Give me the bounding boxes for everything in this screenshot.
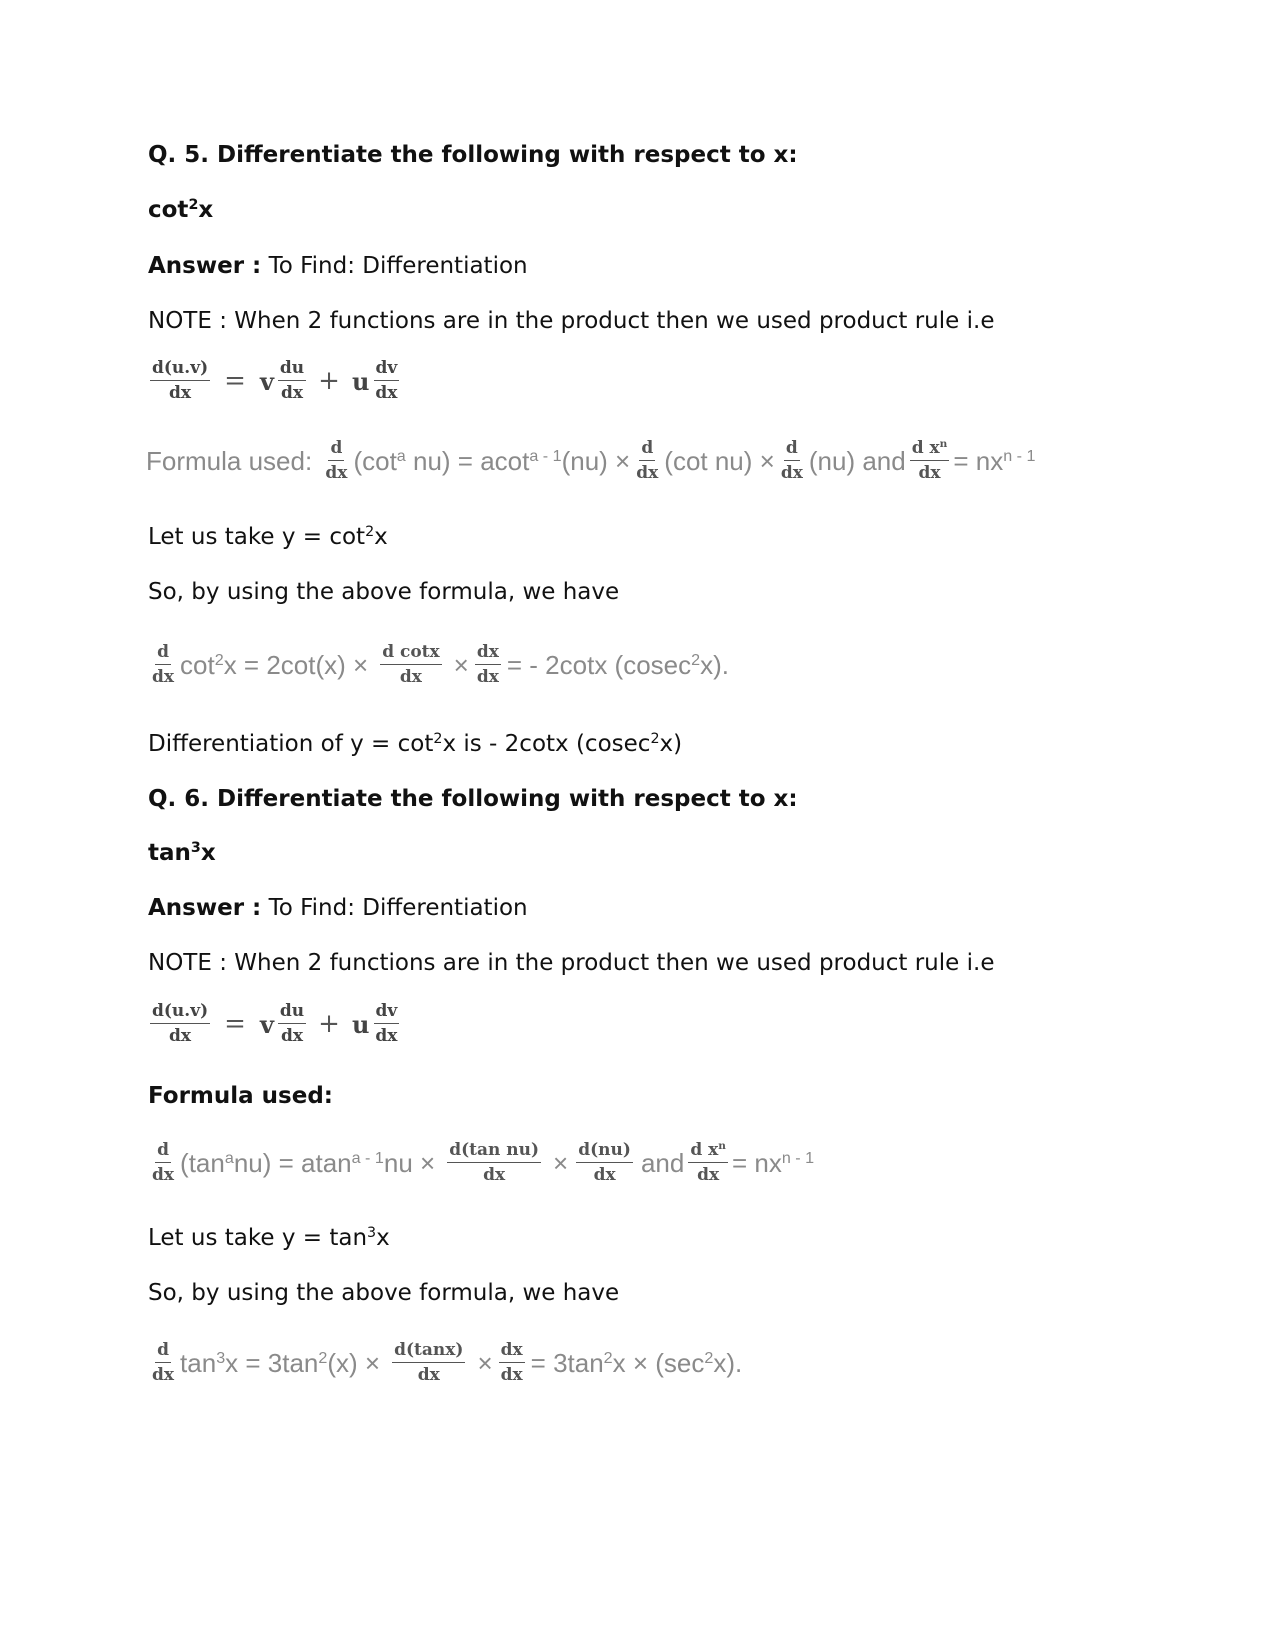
q6-so: So, by using the above formula, we have [148,1280,620,1306]
q5-result: Differentiation of $y = \cot^2x$ is - 2cotx (cosec$^2$x) [148,731,683,757]
q5-formula: Formula used: $\frac{d}{dx}$ ($\cot^a$ nu) = acot$^{a - 1}$(nu) × $\frac{d}{dx}$ (cot nu) × $\frac{d}{dx}$ (nu) and $\frac{d x^n}{dx}$ = $nx^{n - 1}$ [146,438,1036,483]
q5-product-rule: $\frac{d(u.v)}{dx}$ = v $\frac{du}{dx}$ + u $\frac{dv}{dx}$ [152,358,398,403]
answer-label: Answer : [148,895,262,921]
q5-let: Let us take $y = \cot^2x$ [148,524,388,550]
q6-answer: Answer : To Find: Differentiation [148,895,528,921]
q5-function: $\cot^2x$ [148,197,214,223]
q5-note: NOTE : When 2 functions are in the product then we used product rule i.e [148,308,995,334]
q5-working: $\frac{d}{dx}$ $\cot^2x = 2\cot(x)$ × $\frac{\text{d cotx}}{dx}$ × $\frac{dx}{dx}$ = - 2cotx (cosec$^2$x). [152,642,729,687]
q6-product-rule: $\frac{d(u.v)}{dx}$ = v $\frac{du}{dx}$ + u $\frac{dv}{dx}$ [152,1001,398,1046]
q6-let: Let us take $y = \tan^3x$ [148,1225,390,1251]
q6-working: $\frac{d}{dx}$ $\tan^3x = 3\tan^2(x)$ × $\frac{d(\tan x)}{dx}$ × $\frac{dx}{dx}$ = $3\tan^2x \times (\sec^2x)$. [152,1340,743,1385]
q6-function: $\tan^3x$ [148,840,216,866]
q6-formula: $\frac{d}{dx}$ $(\tan^anu) = atan^{a - 1}nu$ × $\frac{\text{d(tan nu)}}{dx}$ × $\frac{d(nu)}{dx}$ and $\frac{d x^n}{dx}$ = $nx^{n - 1}$ [152,1140,815,1185]
q5-heading: Q. 5. Differentiate the following with respect to x: [148,142,798,168]
q5-so: So, by using the above formula, we have [148,579,620,605]
answer-label: Answer : [148,253,262,279]
q5-answer: Answer : To Find: Differentiation [148,253,528,279]
q6-note: NOTE : When 2 functions are in the product then we used product rule i.e [148,950,995,976]
q6-heading: Q. 6. Differentiate the following with respect to x: [148,786,798,812]
q6-formula-label: Formula used: [148,1083,333,1109]
